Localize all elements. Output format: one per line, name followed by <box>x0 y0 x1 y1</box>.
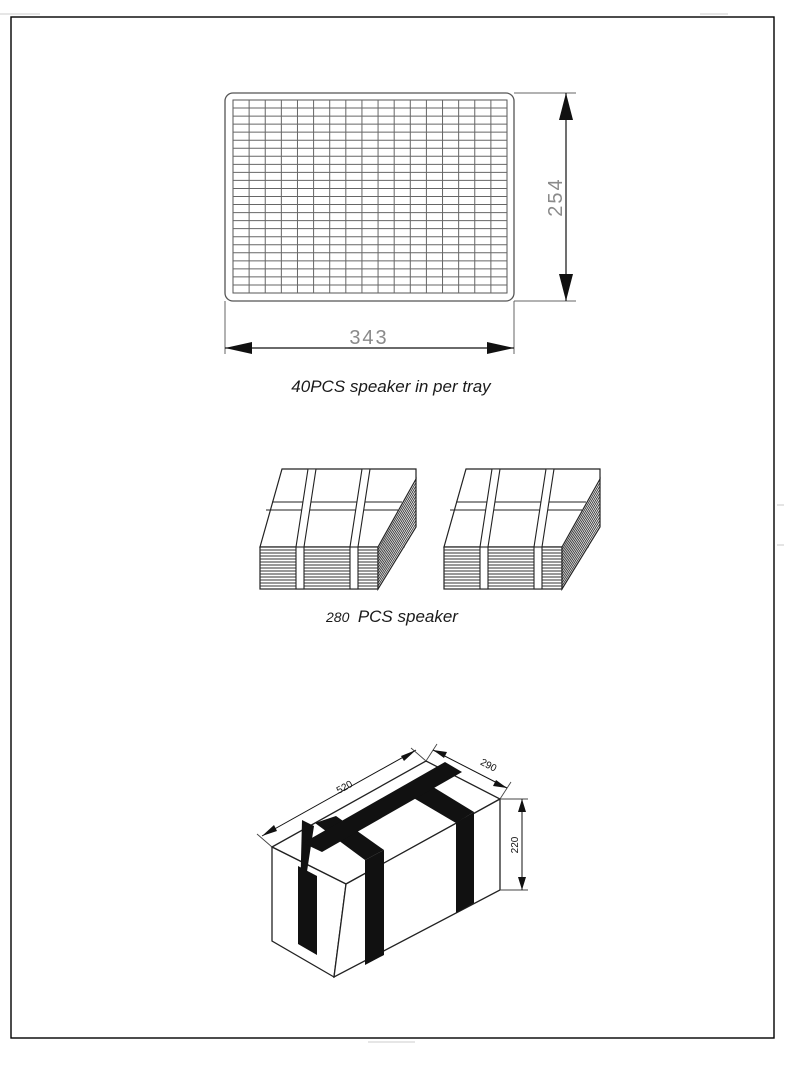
arrow-down-icon <box>559 274 573 301</box>
arrow-up-icon <box>559 93 573 120</box>
bundle-1 <box>260 469 416 589</box>
tray-grid <box>233 100 507 293</box>
tray-height-label: 254 <box>545 177 567 217</box>
bundle-caption-number: 280 <box>326 609 350 625</box>
tray-caption: 40PCS speaker in per tray <box>291 377 491 396</box>
carton-strap-band <box>298 866 317 955</box>
tray-drawing <box>225 93 514 301</box>
carton-length-label: 520 <box>334 778 355 797</box>
carton-height-dimension <box>500 799 528 890</box>
carton-width-label: 290 <box>478 757 499 775</box>
carton-height-label: 220 <box>510 836 521 854</box>
carton-strap-band <box>456 812 474 913</box>
arrow-right-icon <box>493 780 507 788</box>
arrow-right-icon <box>487 342 514 354</box>
bundle-strap <box>534 547 542 589</box>
arrow-right-icon <box>401 750 416 761</box>
bundle-strap <box>296 547 304 589</box>
tray-height-dimension <box>514 93 576 301</box>
arrow-left-icon <box>225 342 252 354</box>
tray-width-dimension <box>225 301 514 354</box>
carton-strap-band <box>365 850 384 965</box>
tray-width-label: 343 <box>349 327 389 349</box>
bundle-2 <box>444 469 600 589</box>
bundle-caption <box>325 607 459 626</box>
bundle-strap <box>480 547 488 589</box>
carton-drawing <box>272 761 500 977</box>
bundle-caption-text: PCS speaker <box>357 607 458 626</box>
arrow-up-icon <box>518 799 526 812</box>
bundle-group <box>260 469 600 589</box>
bundle-strap <box>350 547 358 589</box>
arrow-left-icon <box>433 750 447 758</box>
arrow-down-icon <box>518 877 526 890</box>
arrow-left-icon <box>262 825 277 836</box>
